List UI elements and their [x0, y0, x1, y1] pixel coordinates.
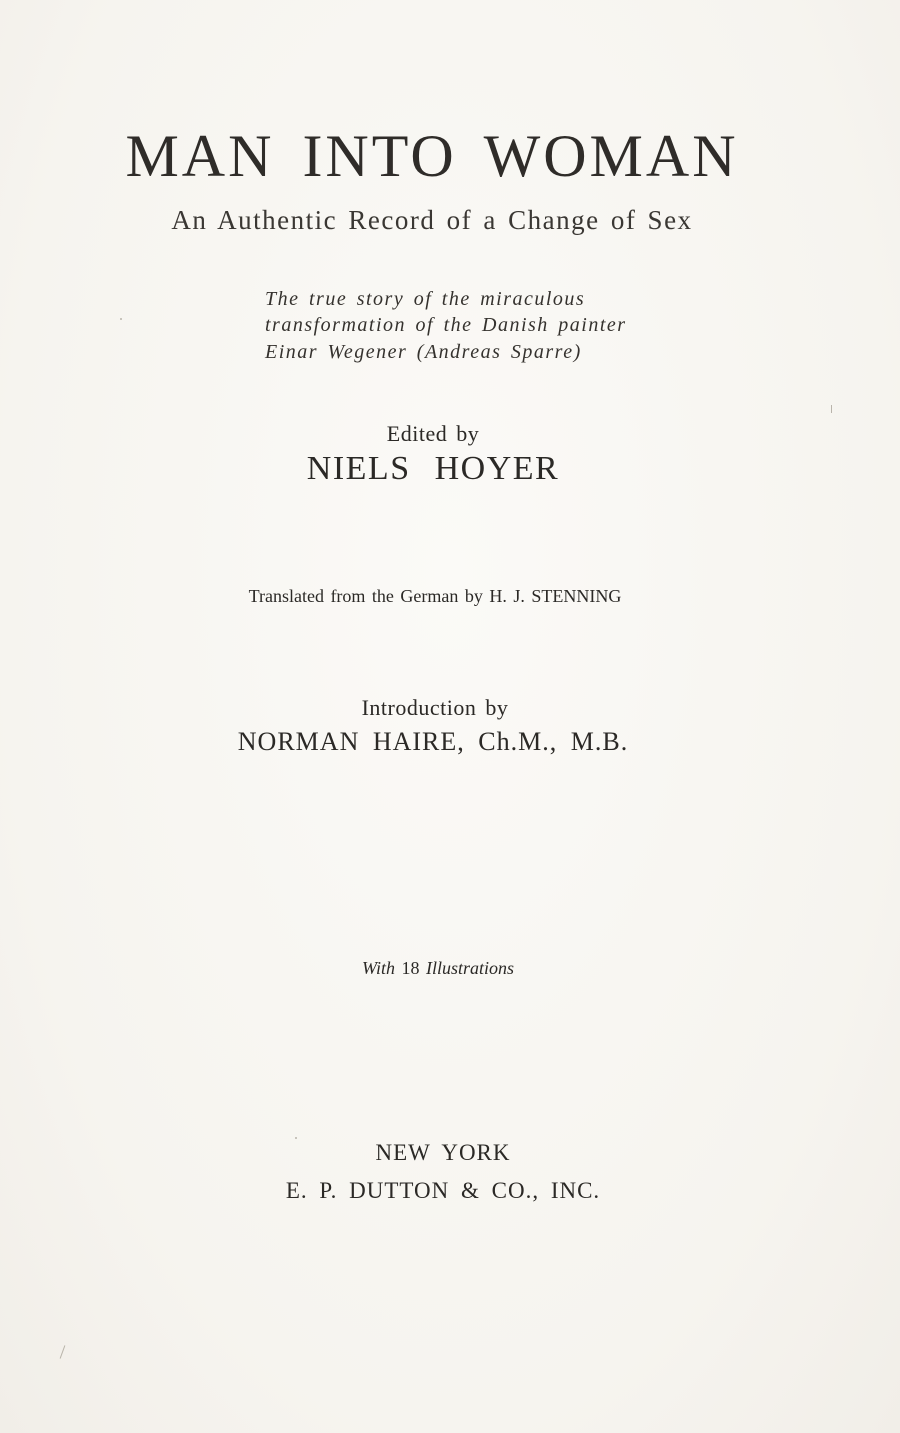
illustrations-suffix: Illustrations — [426, 958, 515, 978]
story-line-3: Einar Wegener (Andreas Sparre) — [265, 341, 582, 363]
story-line-1: The true story of the miraculous — [265, 288, 586, 310]
editor-name: NIELS HOYER — [306, 450, 560, 487]
introduction-label: Introduction by — [361, 695, 509, 720]
edited-by-label: Edited by — [386, 421, 480, 446]
illustrations-prefix: With — [361, 958, 395, 978]
paper-speck — [295, 1137, 297, 1139]
translation-credit: Translated from the German by H. J. STENNING — [248, 586, 622, 606]
book-title: MAN INTO WOMAN — [125, 123, 739, 189]
book-subtitle: An Authentic Record of a Change of Sex — [171, 205, 693, 235]
illustrations-note — [0, 958, 888, 979]
introduction-author: NORMAN HAIRE, Ch.M., M.B. — [237, 727, 629, 756]
publisher-city: NEW YORK — [375, 1140, 511, 1165]
illustrations-count: 18 — [401, 958, 420, 978]
paper-speck — [831, 405, 832, 413]
paper-speck — [120, 318, 122, 320]
publisher-name: E. P. DUTTON & CO., INC. — [285, 1178, 601, 1203]
paper-speck — [60, 1345, 66, 1358]
story-line-2: transformation of the Danish painter — [265, 314, 627, 336]
